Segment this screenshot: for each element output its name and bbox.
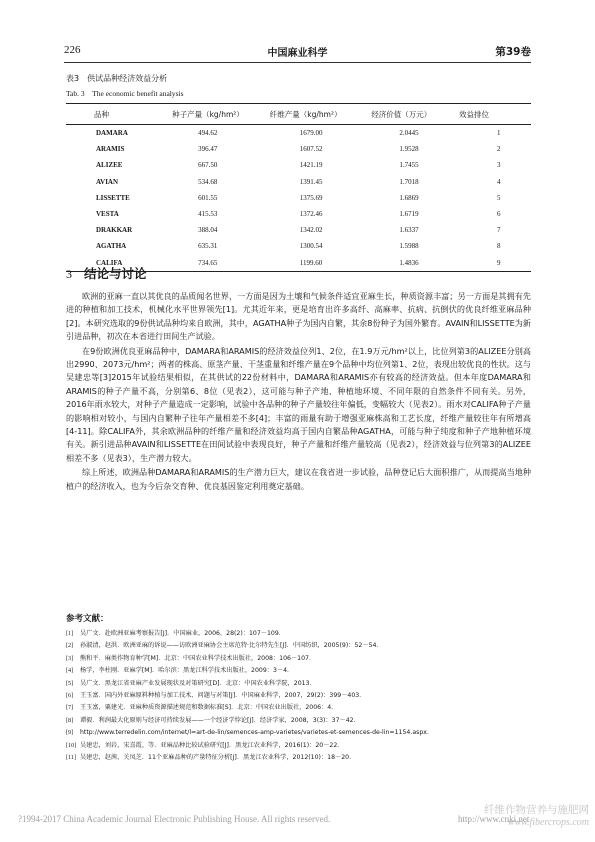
cnki-url[interactable]: http://www.cnki.net bbox=[458, 814, 530, 824]
table-cell: 1375.69 bbox=[299, 193, 323, 202]
reference-text: 孙淑清，赵洪．欧洲亚麻的诉说——访欧洲亚麻协会主席范特·比尔特先生[J]．中国纺织，2005(9)：52－54． bbox=[80, 642, 383, 650]
reference-item bbox=[66, 740, 531, 752]
reference-index: [1] bbox=[66, 630, 74, 637]
table-body bbox=[66, 125, 531, 272]
reference-index: [4] bbox=[66, 667, 74, 675]
reference-item bbox=[66, 665, 531, 677]
reference-index: [8] bbox=[66, 716, 74, 724]
paragraph: 在9份欧洲优良亚麻品种中，DAMARA和ARAMIS的经济效益位列1、2位，在1.9万元/hm²以上，比位列第3的ALIZEE分别高出2990、2073元/hm²；两者的株高、原茎产量、干茎重量和纤维产量在9个品种中均位列第1、2位，表现出较优良的性状。这与吴建忠等[3]2015年试验结果相似，在其供试的22份材料中，DAMARA和ARAMIS亦有较高的经济效益。但本年度DAMARA和ARAMIS的种子产量不高，分别第6、8位（见表2），这可能与种子产地、种植地环境、不同年限的自然条件不同有关。另外，2016年雨水较大，对种子产量造成一定影响，试验中各品种的种子产量较往年偏低，变幅较大（见表2）。雨水对CALIFA种子产量的影响相对较小，与国内自繁种子往年产量相差不多[4]；丰富的雨量有助于增强亚麻株高和工艺长度，纤维产量较往年有所增高[4-11]。除CALIFA外，其余欧洲品种的纤维产量和经济效益均高于国内自繁品种AGATHA，可能与种子纯度和种子产地种植环境有关。新引进品种AVAIN和LISSETTE在田间试验中表现良好，种子产量和纤维产量较高（见表2），经济效益与位列第3的ALIZEE相差不多（见表3），生产潜力较大。 bbox=[66, 345, 531, 463]
reference-text: 王玉富．国内外亚麻原料种植与加工技术、问题与对策[J]．中国麻业科学，2007，29(2)：399－403． bbox=[80, 692, 366, 700]
table-row bbox=[66, 222, 531, 238]
table-row bbox=[66, 141, 531, 157]
table-cell: 1.9528 bbox=[399, 145, 419, 154]
reference-item bbox=[66, 628, 531, 640]
variety-name-cell: DRAKKAR bbox=[96, 226, 133, 235]
reference-item bbox=[66, 727, 531, 739]
table-cell: 1.6719 bbox=[399, 210, 419, 219]
table-cell: 1.6869 bbox=[399, 193, 419, 202]
table-caption-en: Tab. 3 The economic benefit analysis bbox=[66, 89, 184, 98]
reference-text: 吴广文．赴欧洲亚麻考察报告[J]．中国麻业，2006，28(2)：107－109． bbox=[80, 630, 285, 637]
paragraph: 综上所述，欧洲品种DAMARA和ARAMIS的生产潜力巨大，建议在我省进一步试验，品种登记后大面积推广，从而提高当地种植户的经济收入，也为今后杂交育种、优良基因鉴定利用奠定基础。 bbox=[66, 467, 531, 491]
table-cell: 9 bbox=[451, 255, 531, 272]
reference-item bbox=[66, 752, 531, 764]
table-row bbox=[66, 157, 531, 173]
table-cell: 6 bbox=[496, 210, 501, 219]
table-row bbox=[66, 174, 531, 190]
body-text bbox=[66, 290, 531, 494]
table-cell: 1.5988 bbox=[399, 242, 419, 251]
variety-name-cell: DAMARA bbox=[96, 129, 128, 138]
variety-name-cell: VESTA bbox=[96, 210, 119, 219]
variety-name-cell: ALIZEE bbox=[96, 161, 123, 170]
table-cell: 667.50 bbox=[198, 161, 218, 170]
watermark bbox=[484, 802, 589, 828]
table-cell: 494.62 bbox=[198, 129, 218, 138]
reference-index: [5] bbox=[66, 679, 74, 687]
table-cell: 1 bbox=[496, 129, 501, 138]
variety-name-cell: CALIFA bbox=[66, 255, 154, 272]
table-header-row bbox=[66, 104, 531, 125]
col-header: 经济价值（万元） bbox=[353, 104, 451, 125]
reference-text: 王玉富，粟建光．亚麻种质资源描述规范和数据标准[S]．北京：中国农业出版社，2006：4． bbox=[80, 704, 338, 712]
table-cell: 415.53 bbox=[198, 210, 218, 219]
table-cell: 1372.46 bbox=[299, 210, 323, 219]
reference-index: [9] bbox=[66, 729, 74, 737]
reference-item bbox=[66, 715, 531, 727]
reference-item bbox=[66, 678, 531, 690]
reference-item bbox=[66, 690, 531, 702]
table-row bbox=[66, 190, 531, 206]
journal-name: 中国麻业科学 bbox=[267, 48, 328, 59]
table-cell: 1679.00 bbox=[299, 129, 323, 138]
watermark-url: www.fibercrops.com bbox=[507, 817, 589, 828]
reference-index: [11] bbox=[66, 754, 77, 762]
reference-index: [2] bbox=[66, 642, 74, 650]
table-cell: 5 bbox=[496, 193, 501, 202]
table-cell: 534.68 bbox=[198, 177, 218, 186]
table-cell: 3 bbox=[496, 161, 501, 170]
reference-text: 谭毅．利润最大化原则与经济可持续发展——一个经济学悖论[J]．经济学家，2008，3(3)：37－42． bbox=[80, 716, 360, 724]
table-cell: 7 bbox=[496, 226, 501, 235]
page-footer bbox=[0, 804, 595, 828]
reference-index: [3] bbox=[66, 654, 74, 662]
table-cell: 1199.60 bbox=[250, 255, 354, 272]
variety-name-cell: ARAMIS bbox=[96, 145, 125, 154]
section-number: 3 bbox=[66, 267, 72, 281]
col-header: 品种 bbox=[66, 104, 154, 125]
section-title: 结论与讨论 bbox=[84, 266, 147, 281]
reference-text: 熊和平．麻类作物育种学[M]．北京：中国农业科学技术出版社，2008：106－107． bbox=[80, 654, 316, 662]
table-cell: 8 bbox=[496, 242, 501, 251]
copyright-notice: ?1994-2017 China Academic Journal Electronic Publishing House. All rights reserved. bbox=[18, 814, 331, 824]
volume-label: 第39卷 bbox=[495, 46, 531, 58]
table-row bbox=[66, 125, 531, 142]
reference-text: http://www.terredelin.com/internet/l=art-de-lin/semences-amp-varietes/varietes-et-semences-de-lin=1154.aspx. bbox=[80, 729, 429, 737]
table-cell: 635.31 bbox=[198, 242, 218, 251]
reference-index: [10] bbox=[66, 741, 77, 749]
table-cell: 2.0445 bbox=[399, 129, 419, 138]
header-rule bbox=[64, 62, 531, 63]
table-cell: 4 bbox=[496, 177, 501, 186]
table-cell: 388.04 bbox=[198, 226, 218, 235]
table-caption-cn: 表3 供试品种经济效益分析 bbox=[66, 74, 168, 83]
reference-index: [6] bbox=[66, 692, 74, 700]
reference-text: 吴广文．黑龙江省亚麻产业发展现状及对策研究[D]．北京：中国农业科学院，2013． bbox=[80, 679, 316, 687]
col-header: 效益排位 bbox=[451, 104, 531, 125]
table-cell: 1.6337 bbox=[399, 226, 419, 235]
reference-text: 吴建忠，刘岩，宋喜霞，等．亚麻品种比较试验研究[J]．黑龙江农业科学，2016(1)：20－22． bbox=[80, 741, 344, 749]
table-cell: 1.7455 bbox=[399, 161, 419, 170]
table-cell: 1.4836 bbox=[353, 255, 451, 272]
variety-name-cell: AGATHA bbox=[96, 242, 127, 251]
reference-text: 杨学，李柱刚．亚麻学[M]．哈尔滨：黑龙江科学技术出版社，2009：3－4． bbox=[80, 667, 294, 675]
reference-index: [7] bbox=[66, 704, 74, 712]
table-cell: 734.65 bbox=[154, 255, 250, 272]
page-number: 226 bbox=[64, 44, 81, 56]
table-row bbox=[66, 238, 531, 254]
section-heading bbox=[66, 264, 147, 282]
table-cell: 1300.54 bbox=[299, 242, 323, 251]
variety-name-cell: AVIAN bbox=[96, 177, 119, 186]
table-cell: 1421.19 bbox=[299, 161, 323, 170]
paragraph: 欧洲的亚麻一直以其优良的品质闻名世界，一方面是因为土壤和气候条件适宜亚麻生长，种质资源丰富；另一方面是其拥有先进的种植和加工技术，机械化水平世界领先[1]。尤其近年来，更是培育出许多高纤、高麻率、抗病、抗倒伏的优良纤维亚麻品种[2]。本研究选取的9份供试品种均来自欧洲，其中，AGATHA种子为国内自繁，其余8份种子为国外繁育。AVAIN和LISSETTE为新引进品种，初次在本省进行田间生产试验。 bbox=[66, 291, 531, 342]
reference-list bbox=[66, 628, 531, 764]
table-cell: 1607.52 bbox=[299, 145, 323, 154]
table-cell: 601.55 bbox=[198, 193, 218, 202]
table-cell: 1.7018 bbox=[399, 177, 419, 186]
running-header bbox=[64, 44, 531, 60]
reference-item bbox=[66, 640, 531, 652]
col-header: 纤维产量（kg/hm²） bbox=[250, 104, 354, 125]
variety-name-cell: LISSETTE bbox=[96, 193, 130, 202]
table-cell: 1391.45 bbox=[299, 177, 323, 186]
table-cell: 2 bbox=[496, 145, 501, 154]
table-row bbox=[66, 206, 531, 222]
economic-benefit-table bbox=[66, 103, 531, 272]
reference-item bbox=[66, 653, 531, 665]
reference-text: 吴建忠，赵茜，关凤芝．11个亚麻品种的产量特征分析[J]．黑龙江农业科学，2012(10)：18－20． bbox=[80, 754, 356, 762]
table-cell: 396.47 bbox=[198, 145, 218, 154]
reference-item bbox=[66, 702, 531, 714]
col-header: 种子产量（kg/hm²） bbox=[154, 104, 250, 125]
table-cell: 1342.02 bbox=[299, 226, 323, 235]
watermark-cn: 纤维作物营养与施肥网 bbox=[484, 804, 589, 816]
references-heading: 参考文献： bbox=[66, 614, 109, 624]
